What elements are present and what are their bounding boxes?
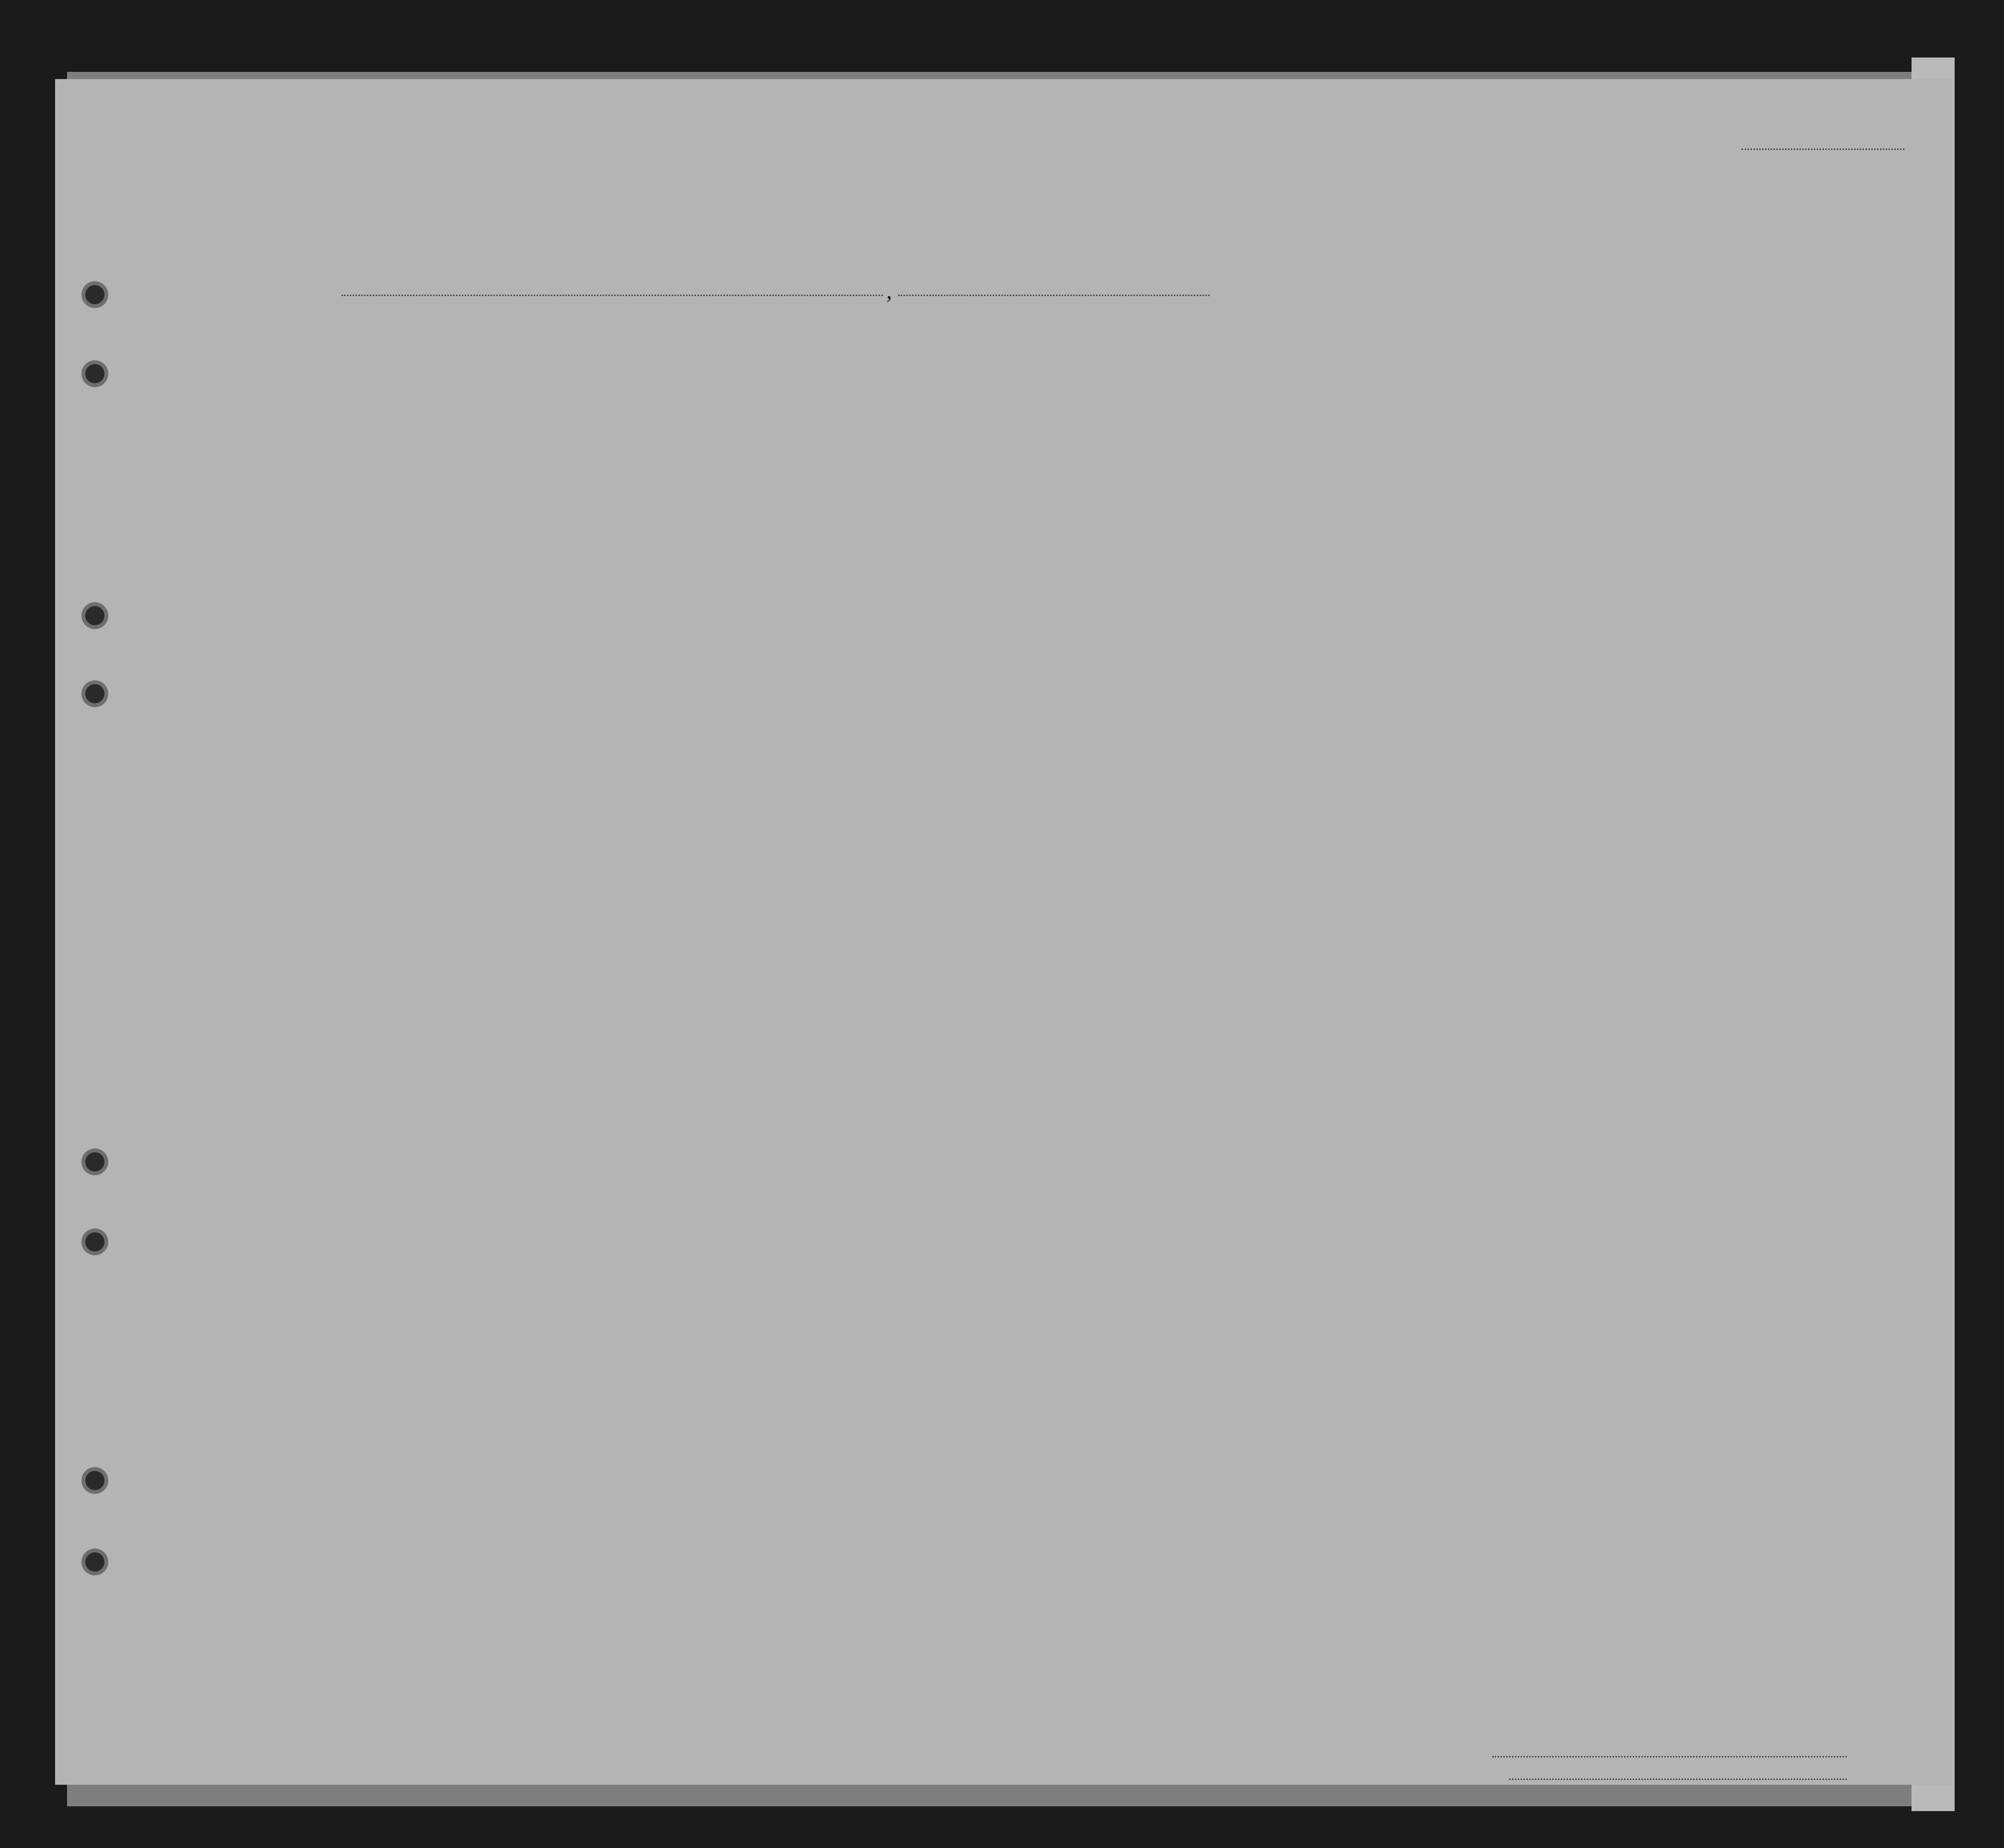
line-field [1492, 1756, 1847, 1757]
binder-hole [85, 285, 104, 304]
header-overthrow [1394, 424, 1452, 553]
header-excluded [1479, 424, 1501, 553]
header-return [1194, 458, 1221, 553]
header-anarchist [1368, 434, 1389, 553]
header-prison [1282, 424, 1317, 553]
header-inches [1680, 501, 1704, 549]
binder-hole [85, 364, 104, 383]
header-citizen [1254, 458, 1278, 553]
header-contract-labor [1449, 424, 1476, 553]
header-fifty-dollars [728, 395, 762, 553]
header-length [1225, 458, 1251, 553]
binder-hole [85, 1471, 104, 1490]
header-polygamist [1344, 434, 1365, 553]
header-deported [1504, 424, 1526, 553]
binder-hole [85, 684, 104, 703]
binder-hole [85, 1152, 104, 1171]
header-ticket [597, 395, 636, 553]
binder-hole [85, 606, 104, 625]
owners-field [1509, 1779, 1847, 1780]
comma: , [886, 278, 892, 304]
binder-hole [85, 1552, 104, 1572]
manifest-page [55, 79, 1952, 1785]
ruled-grid [55, 79, 1952, 1785]
binder-hole [85, 1232, 104, 1251]
header-feet [1655, 510, 1679, 549]
